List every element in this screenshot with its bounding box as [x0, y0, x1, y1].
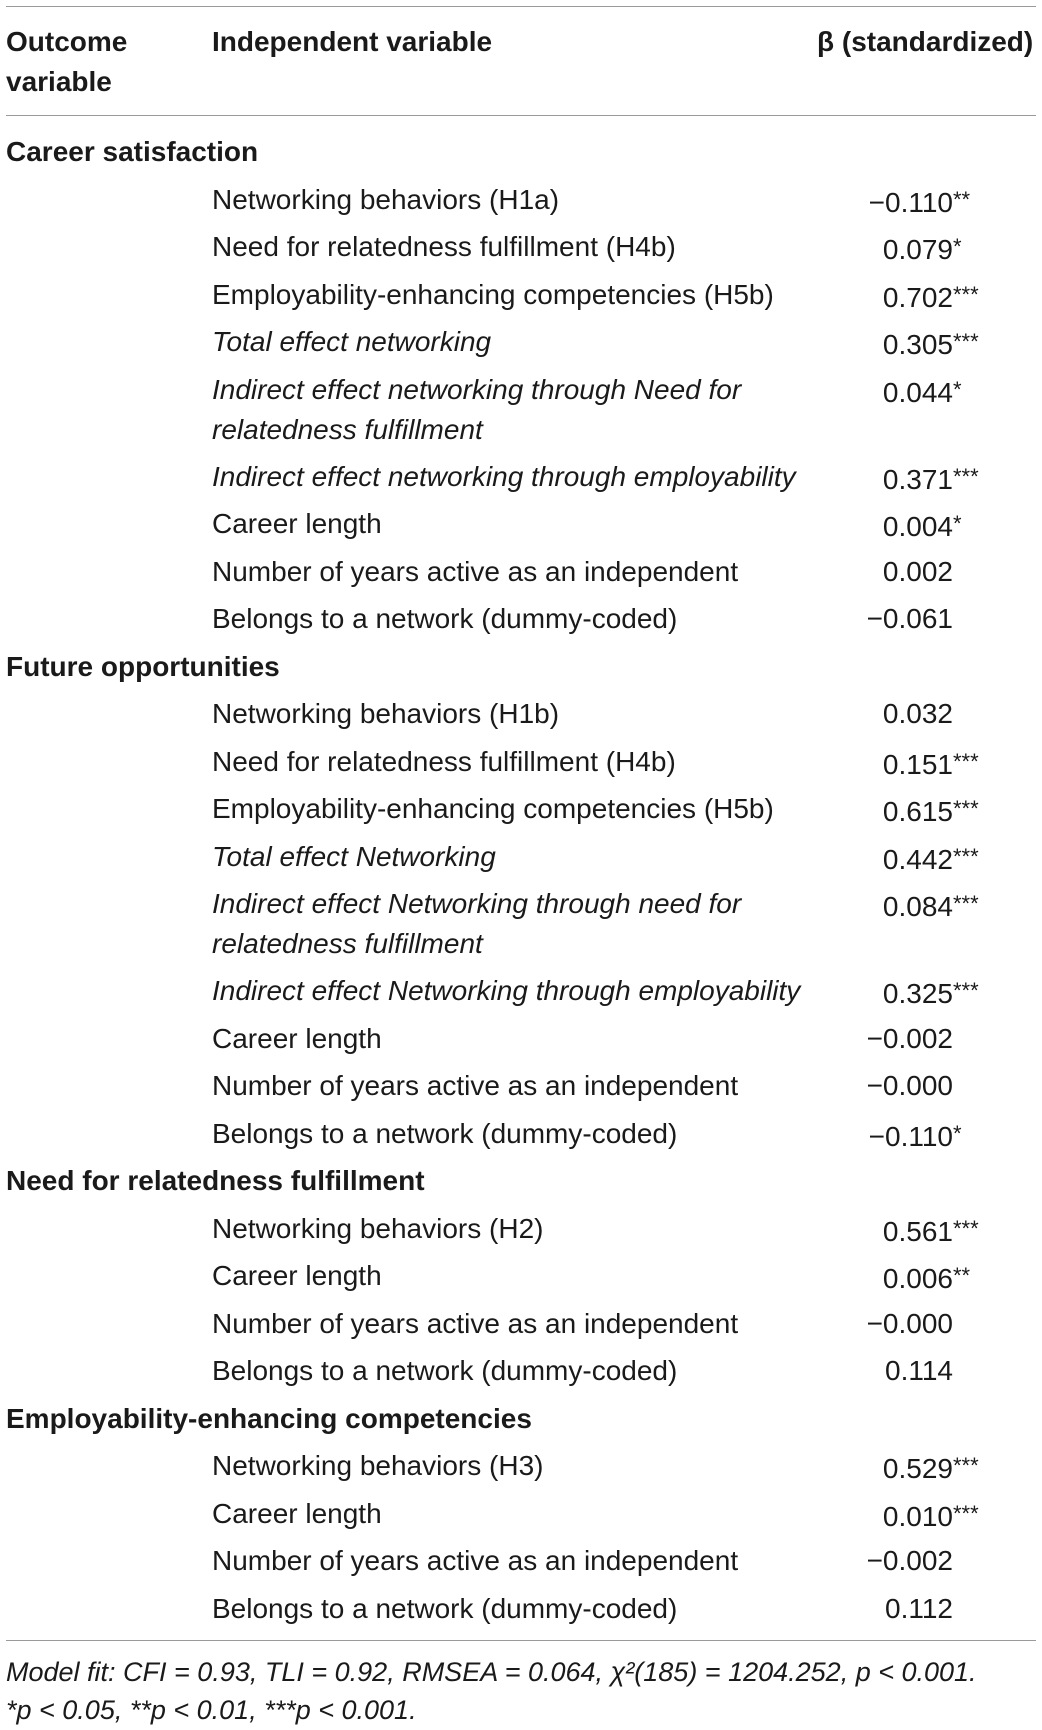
beta-cell [855, 180, 1035, 223]
significance-stars: *** [953, 281, 979, 307]
beta-value: 0.615 [882, 796, 953, 827]
beta-value: −0.002 [866, 1022, 953, 1054]
independent-variable-cell: Need for relatedness fulfillment (H4b) [212, 231, 676, 262]
table-row [0, 1490, 1042, 1538]
table-row [0, 880, 1042, 967]
header-rule [6, 115, 1036, 116]
beta-cell [855, 552, 1035, 592]
significance-stars: ** [953, 1263, 971, 1288]
significance-stars: * [953, 376, 962, 402]
beta-value: 0.010 [882, 1500, 953, 1532]
beta-cell [855, 837, 1035, 880]
significance-stars: *** [953, 1500, 979, 1526]
table-row [0, 967, 1042, 1015]
independent-variable-cell: Indirect effect networking through employability [212, 460, 796, 492]
table-row [0, 690, 1042, 738]
independent-variable-cell: Networking behaviors (H3) [212, 1450, 544, 1481]
beta-value: 0.305 [882, 329, 953, 360]
table-row [0, 1442, 1042, 1490]
independent-variable-cell: Career length [212, 1022, 382, 1054]
significance-stars: * [953, 1120, 962, 1146]
table-row [0, 1585, 1042, 1633]
beta-cell [855, 1304, 1035, 1344]
beta-cell [855, 1541, 1035, 1581]
beta-value: 0.114 [885, 1355, 953, 1386]
table-row [0, 1300, 1042, 1348]
independent-variable-cell: Number of years active as an independent [212, 1070, 739, 1101]
significance-stars: *** [953, 1453, 979, 1478]
table-row [0, 595, 1042, 643]
significance-stars: *** [953, 329, 979, 354]
beta-cell [855, 457, 1035, 500]
table-row [0, 176, 1042, 224]
beta-value: 0.325 [882, 978, 953, 1009]
independent-variable-cell: Belongs to a network (dummy-coded) [212, 1117, 678, 1149]
table-row [0, 1205, 1042, 1253]
independent-variable-cell: Number of years active as an independent [212, 1307, 739, 1339]
beta-cell [855, 275, 1035, 318]
table-row [0, 1537, 1042, 1585]
beta-value: 0.079 [882, 234, 953, 265]
beta-value: 0.084 [882, 891, 953, 922]
beta-cell [855, 884, 1035, 927]
beta-value: 0.561 [882, 1215, 953, 1247]
header-outcome-variable: Outcome variable [6, 26, 128, 97]
table-row [0, 271, 1042, 319]
table-row [0, 1015, 1042, 1063]
top-rule [6, 6, 1036, 7]
independent-variable-cell: Indirect effect Networking through need for relatedness fulfillment [212, 888, 742, 959]
table-row [0, 366, 1042, 453]
independent-variable-cell: Employability-enhancing competencies (H5b) [212, 793, 774, 824]
significance-stars: *** [953, 978, 979, 1003]
beta-value: 0.006 [882, 1263, 953, 1294]
significance-stars: *** [953, 463, 979, 489]
table-body [0, 128, 1042, 1632]
beta-value: 0.044 [882, 376, 953, 408]
beta-cell [855, 742, 1035, 785]
independent-variable-cell: Total effect networking [212, 326, 492, 357]
significance-stars: *** [953, 1215, 979, 1241]
significance-stars: *** [953, 843, 979, 869]
beta-cell [855, 694, 1035, 734]
table-row [0, 453, 1042, 501]
beta-value: −0.000 [866, 1070, 953, 1101]
significance-stars: * [953, 234, 962, 259]
beta-value: −0.110 [868, 1120, 953, 1152]
independent-variable-cell: Need for relatedness fulfillment (H4b) [212, 745, 676, 777]
section-label: Need for relatedness fulfillment [6, 1165, 425, 1196]
beta-cell [855, 1351, 1035, 1391]
beta-cell [855, 789, 1035, 832]
independent-variable-cell: Belongs to a network (dummy-coded) [212, 1355, 678, 1386]
table-row [0, 833, 1042, 881]
independent-variable-cell: Career length [212, 1260, 382, 1291]
beta-cell [855, 1494, 1035, 1537]
beta-cell [855, 227, 1035, 270]
beta-cell [855, 322, 1035, 365]
independent-variable-cell: Career length [212, 508, 382, 539]
section-row [0, 643, 1042, 691]
independent-variable-cell: Belongs to a network (dummy-coded) [212, 1592, 678, 1624]
independent-variable-cell: Career length [212, 1497, 382, 1529]
beta-cell [855, 971, 1035, 1014]
independent-variable-cell: Number of years active as an independent [212, 1545, 739, 1576]
section-row [0, 1395, 1042, 1443]
independent-variable-cell: Belongs to a network (dummy-coded) [212, 603, 678, 634]
table-row [0, 318, 1042, 366]
beta-value: −0.002 [866, 1545, 953, 1576]
table-row [0, 1062, 1042, 1110]
significance-stars: ** [953, 186, 971, 212]
section-label: Career satisfaction [6, 136, 259, 167]
significance-stars: *** [953, 748, 979, 774]
table-row [0, 738, 1042, 786]
footnote-significance: *p < 0.05, **p < 0.01, ***p < 0.001. [6, 1695, 417, 1725]
independent-variable-cell: Indirect effect Networking through employability [212, 975, 801, 1006]
independent-variable-cell: Networking behaviors (H2) [212, 1212, 544, 1244]
beta-value: 0.002 [882, 555, 953, 587]
independent-variable-cell: Indirect effect networking through Need for relatedness fulfillment [212, 373, 742, 445]
beta-value: −0.110 [868, 186, 953, 218]
beta-value: 0.529 [882, 1453, 953, 1484]
beta-value: 0.442 [882, 843, 953, 875]
table-row [0, 1252, 1042, 1300]
section-row [0, 128, 1042, 176]
beta-value: 0.371 [882, 463, 953, 495]
independent-variable-cell: Networking behaviors (H1b) [212, 698, 560, 729]
beta-value: 0.032 [882, 698, 953, 729]
footer-rule [6, 1640, 1036, 1641]
independent-variable-cell: Employability-enhancing competencies (H5b) [212, 278, 774, 310]
beta-cell [855, 1589, 1035, 1629]
beta-cell [855, 504, 1035, 547]
beta-value: −0.000 [866, 1307, 953, 1339]
beta-cell [855, 370, 1035, 413]
significance-stars: * [953, 511, 962, 536]
beta-value: −0.061 [866, 603, 953, 634]
table-row [0, 500, 1042, 548]
beta-value: 0.151 [882, 748, 953, 780]
table-row [0, 548, 1042, 596]
independent-variable-cell: Number of years active as an independent [212, 555, 739, 587]
beta-value: 0.004 [882, 511, 953, 542]
beta-value: 0.702 [882, 281, 953, 313]
beta-cell [855, 1256, 1035, 1299]
header-independent-variable: Independent variable [212, 26, 493, 57]
table-row [0, 1110, 1042, 1158]
section-row [0, 1157, 1042, 1205]
table-row [0, 1347, 1042, 1395]
significance-stars: *** [953, 796, 979, 821]
section-label: Future opportunities [6, 650, 280, 682]
beta-cell [855, 1019, 1035, 1059]
table-row [0, 785, 1042, 833]
section-label: Employability-enhancing competencies [6, 1402, 532, 1434]
beta-value: 0.112 [885, 1592, 953, 1624]
beta-cell [855, 599, 1035, 639]
independent-variable-cell: Networking behaviors (H1a) [212, 183, 560, 215]
table-row [0, 223, 1042, 271]
header-beta: β (standardized) [817, 26, 1034, 57]
beta-cell [855, 1446, 1035, 1489]
beta-cell [855, 1209, 1035, 1252]
beta-cell [855, 1114, 1035, 1157]
footnote-model-fit: Model fit: CFI = 0.93, TLI = 0.92, RMSEA = 0.064, χ²(185) = 1204.252, p < 0.001. [6, 1657, 977, 1687]
significance-stars: *** [953, 891, 979, 916]
table-footnote [6, 1653, 1042, 1729]
independent-variable-cell: Total effect Networking [212, 840, 496, 872]
beta-cell [855, 1066, 1035, 1106]
